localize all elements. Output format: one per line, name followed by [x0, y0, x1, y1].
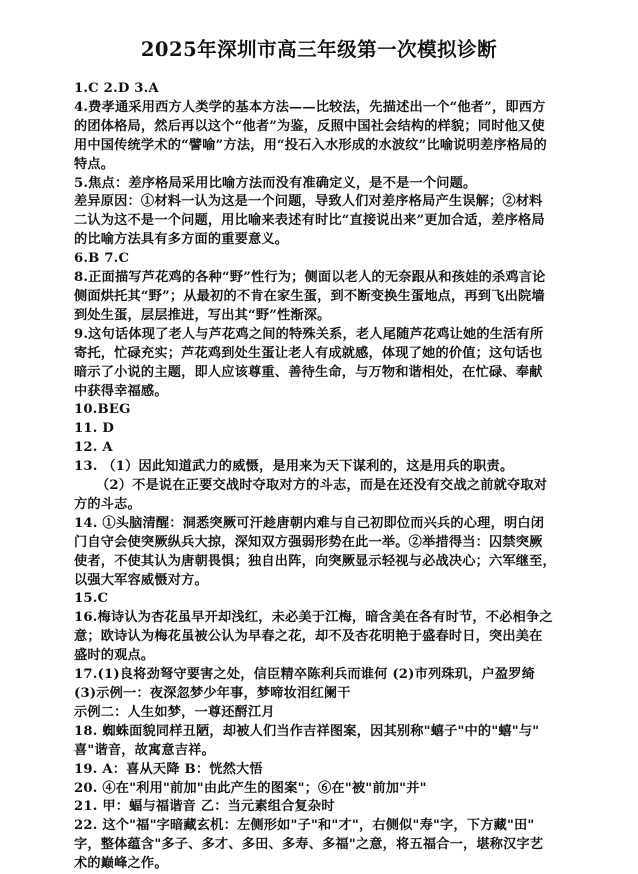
answer-line: 的比喻方法具有多方面的重要意义。: [74, 232, 289, 248]
answer-line: 12. A: [74, 440, 113, 456]
answer-line: 使者，不使其认为唐朝畏惧；独自出阵，向突厥显示轻视与必战决心；六军继至，: [74, 553, 556, 569]
answer-line: 门自守会使突厥纵兵大掠，深知双方强弱形势在此一举。②举措得当：囚禁突厥: [74, 534, 543, 550]
answer-line: 8.正面描写芦花鸡的各种“野”性行为；侧面以老人的无奈跟从和孩娃的杀鸡言论: [74, 270, 546, 286]
answer-line: (3)示例一：夜深忽梦少年事，梦啼妆泪红阑干: [74, 686, 351, 701]
answer-line: 用中国传统学术的“譬喻”方法，用“投石入水形成的水波纹”比喻说明差序格局的: [74, 137, 547, 153]
answer-line: 18. 蜘蛛面貌同样丑陋，却被人们当作吉祥图案，因其别称"蟢子"中的"蟢"与": [74, 723, 540, 739]
answer-line: 到处生蛋，层层推进，写出其“野”性渐深。: [74, 307, 331, 323]
answer-line: 术的巅峰之作。: [74, 856, 168, 872]
answer-line: 17.(1)良将劲弩守要害之处，信臣精卒陈利兵而谁何 (2)市列珠玑，户盈罗绮: [74, 667, 536, 683]
answer-line: 方的斗志。: [74, 496, 141, 512]
answer-line: 5.焦点：差序格局采用比喻方法而没有准确定义，是不是一个问题。: [74, 175, 477, 191]
answer-line: 暗示了小说的主题，即人应该尊重、善待生命，与万物和谐相处，在忙碌、奉献: [74, 364, 543, 380]
answer-line: 的团体格局，然后再以这个“他者”为鉴，反照中国社会结构的样貌；同时他又使: [74, 118, 545, 134]
answer-line: 侧面烘托其“野”；从最初的不肯在家生蛋，到不断变换生蛋地点，再到飞出院墙: [74, 288, 545, 304]
answer-body: [74, 80, 600, 874]
answer-line: 16.梅诗认为杏花虽早开却浅红，未必美于江梅，暗含美在各有时节，不必相争之: [74, 610, 553, 626]
answer-line: 13. （1）因此知道武力的威慑，是用来为天下谋利的，这是用兵的职责。: [74, 459, 514, 475]
answer-line: 10.BEG: [74, 402, 131, 418]
answer-line: 15.C: [74, 591, 109, 607]
answer-line: 22. 这个"福"字暗藏玄机：左侧形如"子"和"才"，右侧似"寿"字，下方藏"田": [74, 818, 535, 834]
answer-line: 20. ④在"利用"前加"由此产生的图案"；⑥在"被"前加"并": [74, 780, 427, 796]
answer-line: 中获得幸福感。: [74, 383, 168, 399]
answer-line: 特点。: [74, 156, 115, 172]
answer-line: 二认为这不是一个问题，用比喻来表述有时比“直接说出来”更加合适，差序格局: [74, 213, 545, 229]
answer-line: （2）不是说在正要交战时夺取对方的斗志，而是在还没有交战之前就夺取对: [96, 478, 548, 494]
answer-line: 21. 甲：蝠与福谐音 乙：当元素组合复杂时: [74, 799, 335, 815]
answer-line: 1.C 2.D 3.A: [74, 81, 159, 96]
answer-line: 9.这句话体现了老人与芦花鸡之间的特殊关系，老人尾随芦花鸡让她的生活有所: [74, 326, 544, 342]
answer-line: 示例二：人生如梦，一尊还酹江月: [74, 704, 275, 720]
answer-line: 意；欧诗认为梅花虽被公认为早春之花，却不及杏花明艳于盛春时日，突出美在: [74, 629, 543, 645]
answer-line: 11. D: [74, 421, 114, 437]
answer-line: 寄托，忙碌充实；芦花鸡到处生蛋让老人有成就感，体现了她的价值；这句话也: [74, 345, 543, 361]
answer-line: 字，整体蕴含"多子、多才、多田、多寿、多福"之意，将五福合一，堪称汉字艺: [74, 837, 544, 853]
answer-line: 14. ①头脑清醒：洞悉突厥可汗趁唐朝内难与自己初即位而兴兵的心理，明白闭: [74, 515, 545, 531]
answer-line: 19. A：喜从天降 B：恍然大悟: [74, 761, 263, 777]
answer-line: 喜"谐音，故寓意吉祥。: [74, 742, 215, 758]
page-title: 2025年深圳市高三年级第一次模拟诊断: [140, 38, 498, 61]
answer-line: 盛时的观点。: [74, 648, 155, 664]
answer-line: 差异原因：①材料一认为这是一个问题，导致人们对差序格局产生误解；②材料: [74, 194, 543, 210]
answer-line: 4.费孝通采用西方人类学的基本方法——比较法，先描述出一个“他者”，即西方: [74, 99, 546, 115]
answer-line: 以强大军容威慑对方。: [74, 572, 208, 588]
answer-line: 6.B 7.C: [74, 251, 130, 267]
